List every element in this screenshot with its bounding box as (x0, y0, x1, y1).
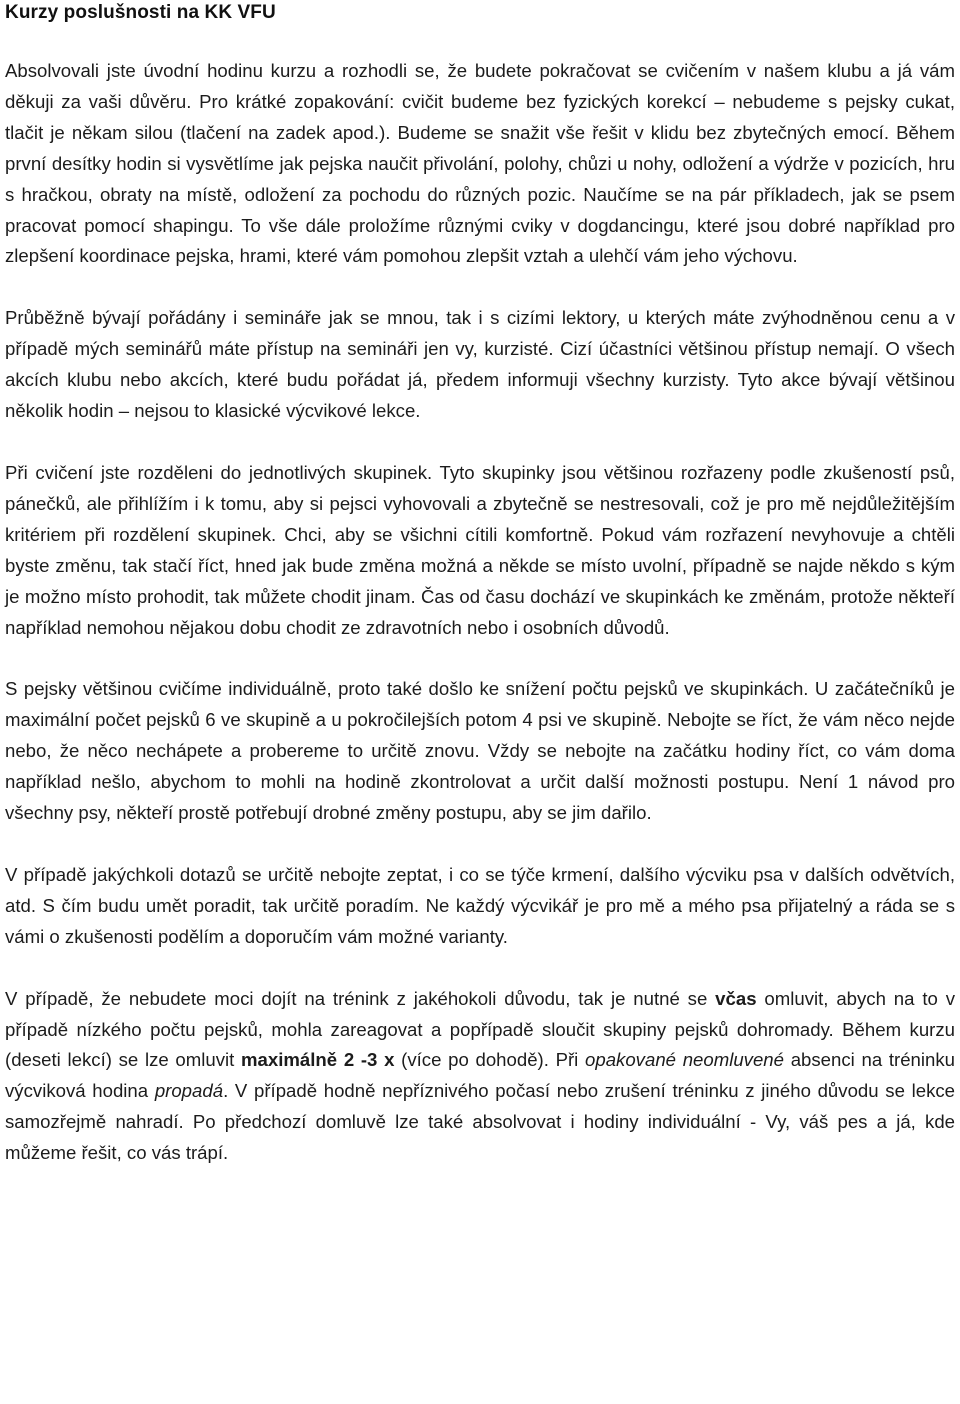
paragraph-absence-policy (5, 984, 955, 1169)
absence-text-1: V případě, že nebudete moci dojít na trénink z jakéhokoli důvodu, tak je nutné se (5, 987, 716, 1009)
paragraph-groups: Při cvičení jste rozděleni do jednotlivých skupinek. Tyto skupinky jsou většinou rozřazeny podle zkušeností psů, pánečků, ale přihlížím i k tomu, aby si pejsci vyhovovali a zbytečně se nestresovali, což je pro mě nejdůležitějším kritériem při rozdělení skupinek. Chci, aby se všichni cítili komfortně. Pokud vám rozřazení nevyhovuje a chtěli byste změnu, tak stačí říct, hned jak bude změna možná a někde se místo uvolní, případně se najde někdo s kým je možno místo prohodit, tak můžete chodit jinam. Čas od času dochází ve skupinkách ke změnám, protože někteří například nemohou nějakou dobu chodit ze zdravotních nebo i osobních důvodů. (5, 461, 955, 638)
absence-text-3: (více po dohodě). Při (394, 1049, 586, 1071)
emphasis-repeated-unexcused: opakované neomluvené (585, 1049, 784, 1071)
paragraph-individual-training: S pejsky většinou cvičíme individuálně, proto také došlo ke snížení počtu pejsků ve skupinkách. U začátečníků je maximální počet pejsků 6 ve skupině a u pokročilejších potom 4 psi ve skupině. Nebojte se říct, že vám něco nejde nebo, že něco nechápete a probereme to určitě znovu. Vždy se nebojte na začátku hodiny říct, co vám doma například nešlo, abychom to mohli na hodině zkontrolovat a určit další možnosti postupu. Není 1 návod pro všechny psy, někteří prostě potřebují drobné změny postupu, aby se jim dařilo. (5, 678, 955, 824)
emphasis-forfeited: propadá (154, 1080, 224, 1102)
absence-text-4: absenci na tréninku výcviková hodina (5, 1049, 956, 1102)
emphasis-in-time: včas (715, 987, 757, 1009)
absence-text-2: omluvit, abych na to v případě nízkého počtu pejsků, mohla zareagovat a popřípadě sloučit skupiny pejsků dohromady. Během kurzu (deseti lekcí) se lze omluvit (5, 987, 955, 1071)
paragraph-questions: V případě jakýchkoli dotazů se určitě nebojte zeptat, i co se týče krmení, dalšího výcviku psa v dalších odvětvích, atd. S čím budu umět poradit, tak určitě poradím. Ne každý výcvikář je pro mě a mého psa přijatelný a ráda se s vámi o zkušenosti podělím a doporučím vám možné varianty. (5, 863, 955, 947)
emphasis-max-absences: maximálně 2 -3 x (241, 1049, 395, 1071)
document-title: Kurzy poslušnosti na KK VFU (5, 2, 276, 23)
paragraph-seminars: Průběžně bývají pořádány i semináře jak se mnou, tak i s cizími lektory, u kterých máte zvýhodněnou cenu a v případě mých seminářů máte přístup na semináři jen vy, kurzisté. Cizí účastníci většinou přístup nemají. O všech akcích klubu nebo akcích, které budu pořádat já, předem informuji všechny kurzisty. Tyto akce bývají většinou několik hodin – nejsou to klasické výcvikové lekce. (5, 307, 955, 422)
paragraph-course-intro: Absolvovali jste úvodní hodinu kurzu a rozhodli se, že budete pokračovat se cvičením v našem klubu a já vám děkuji za vaši důvěru. Pro krátké zopakování: cvičit budeme bez fyzických korekcí – nebudeme s pejsky cukat, tlačit je někam silou (tlačení na zadek apod.). Budeme se snažit vše řešit v klidu bez zbytečných emocí. Během první desítky hodin si vysvětlíme jak pejska naučit přivolání, polohy, chůzi u nohy, odložení a výdrže v pozicích, hru s hračkou, obraty na místě, odložení za pochodu do různých pozic. Naučíme se na pár příkladech, jak se psem pracovat pomocí shapingu. To vše dále proložíme různými cviky v dogdancingu, které jsou dobré například pro zlepšení koordinace pejska, hrami, které vám pomohou zlepšit vztah a ulehčí vám jeho výchovu. (5, 60, 955, 267)
absence-text-5: . V případě hodně nepříznivého počasí nebo zrušení tréninku z jiného důvodu se lekce samozřejmě nahradí. Po předchozí domluvě lze také absolvovat i hodiny individuální - Vy, váš pes a já, kde můžeme řešit, co vás trápí. (5, 1080, 956, 1164)
